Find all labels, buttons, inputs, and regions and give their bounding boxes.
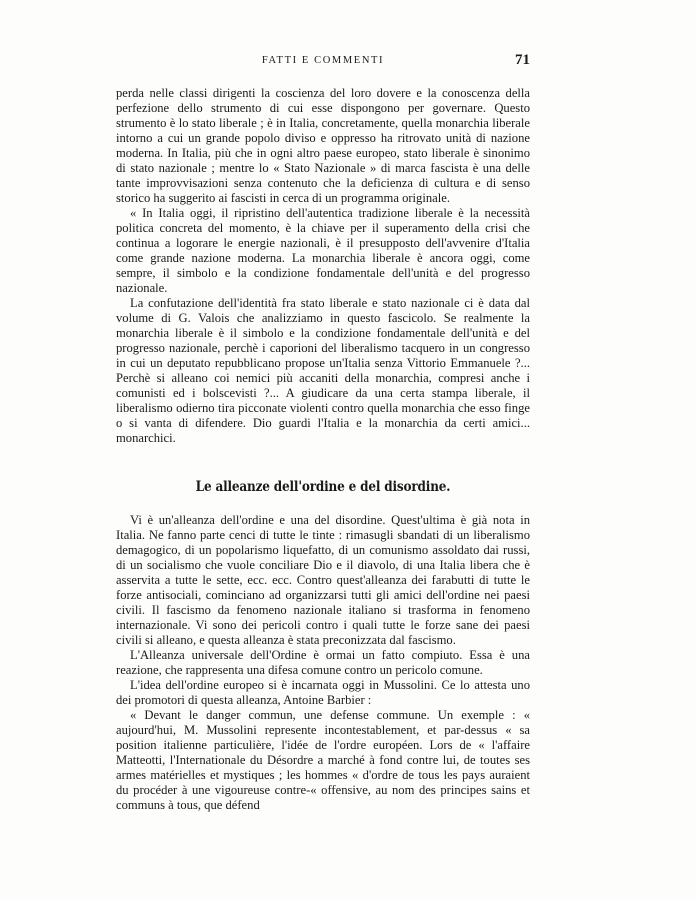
paragraph: La confutazione dell'identità fra stato liberale e stato nazionale ci è data dal volume di G. Valois che analizziamo in questo fascicolo. Se realmente la monarchia liberale è il simbolo e la condizione fondamentale dell'unità e del progresso nazionale, perchè i caporioni del liberalismo tacquero in un congresso in cui un deputato repubblicano propose un'Italia senza Vittorio Emmanuele ?... Perchè si alleano coi nemici più accaniti della monarchia, compresi anche i comunisti ed i bolscevisti ?... A giudicare da una certa stampa liberale, il liberalismo odierno tira picconate violenti contro quella monarchia che esso finge o si vanta di difendere. Dio guardi l'Italia e la monarchia da certi amici... monarchici. xyxy=(116,296,530,445)
page-header xyxy=(116,52,530,74)
paragraph: L'idea dell'ordine europeo si è incarnata oggi in Mussolini. Ce lo attesta uno dei promotori di questa alleanza, Antoine Barbier : xyxy=(116,678,530,707)
running-title: FATTI E COMMENTI xyxy=(261,55,385,66)
paragraph: « In Italia oggi, il ripristino dell'autentica tradizione liberale è la necessità politica concreta del momento, è la chiave per il superamento della crisi che continua a logorare le energie nazionali, è il presupposto dell'avvenire d'Italia come grande nazione moderna. La monarchia liberale è ancora oggi, come sempre, il simbolo e la condizione fondamentale dell'unità e del progresso nazionale. xyxy=(116,206,530,295)
paragraph: Vi è un'alleanza dell'ordine e una del disordine. Quest'ultima è già nota in Italia. Ne fanno parte cenci di tutte le tinte : rimasugli sbandati di un liberalismo demagogico, di un popolarismo liquefatto, di un comunismo assoldato dai russi, di un socialismo che vuole conciliare Dio e il diavolo, di una Italia libera che è asservita a tutte le sette, ecc. ecc. Contro quest'alleanza dei farabutti di tutte le forze antisociali, cominciano ad organizzarsi tutti gli amici dell'ordine nei paesi civili. Il fascismo da fenomeno nazionale italiano si trasforma in fenomeno internazionale. Vi sono dei pericoli contro i quali tutte le forze sane dei paesi civili si alleano, e questa alleanza è stata preconizzata dal fascismo. xyxy=(116,513,530,647)
section-title: Le alleanze dell'ordine e del disordine. xyxy=(195,479,451,495)
page-number: 71 xyxy=(515,52,530,68)
paragraph: perda nelle classi dirigenti la coscienza del loro dovere e la conoscenza della perfezione dello strumento di cui esse dispongono per governare. Questo strumento è lo stato liberale ; è in Italia, concretamente, quella monarchia liberale intorno a cui un grande popolo diviso e oppresso ha ritrovato unità di nazione moderna. In Italia, più che in ogni altro paese europeo, stato liberale è sinonimo di stato nazionale ; mentre lo « Stato Nazionale » di marca fascista è una delle tante improvvisazioni senza contenuto che la deficienza di cultura e di senso storico ha suggerito ai fascisti in cerca di un programma originale. xyxy=(116,86,530,205)
paragraph: L'Alleanza universale dell'Ordine è ormai un fatto compiuto. Essa è una reazione, che rappresenta una difesa comune contro un pericolo comune. xyxy=(116,648,530,677)
quotation-paragraph: « Devant le danger commun, une defense commune. Un exemple : « aujourd'hui, M. Mussolini represente incontestablement, et par-dessus « sa position italienne particulière, l'idée de l'ordre européen. Lors de « l'affaire Matteotti, l'Internationale du Désordre a marché à fond contre lui, de toutes ses armes matérielles et mystiques ; les hommes « d'ordre de tous les pays auraient du procéder à une vigoureuse contre-« offensive, au nom des principes sains et communs à tous, que défend xyxy=(116,708,530,812)
body-text xyxy=(116,86,530,813)
